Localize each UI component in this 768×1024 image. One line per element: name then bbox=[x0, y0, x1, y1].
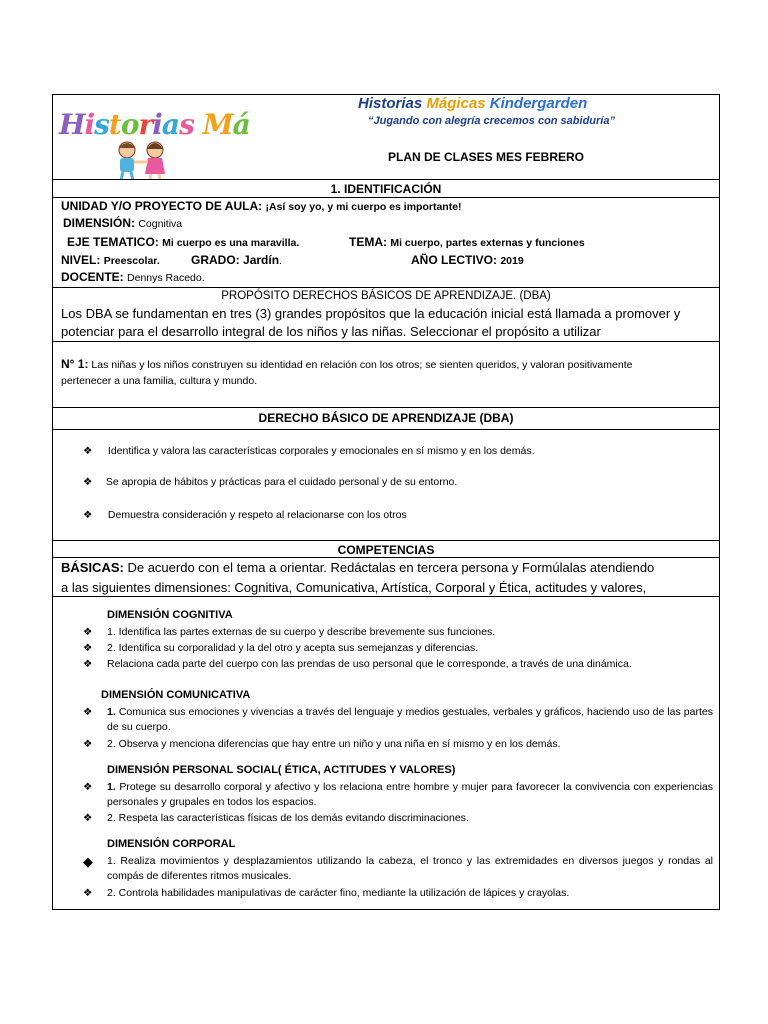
grado-dot: . bbox=[279, 255, 282, 267]
divider bbox=[53, 197, 719, 198]
comunicativa-item-body: Comunica sus emociones y vivencias a través del lenguaje y medios gestuales, verbales y gráficos, haciendo uso de las partes de su cuerpo. bbox=[107, 706, 713, 733]
basicas-text-1: De acuerdo con el tema a orientar. Redáctalas en tercera persona y Formúlalas atendiendo bbox=[127, 560, 655, 575]
comunicativa-item-text bbox=[107, 705, 713, 735]
eje-value: Mi cuerpo es una maravilla. bbox=[162, 237, 300, 249]
identificacion-heading: 1. IDENTIFICACIÓN bbox=[330, 182, 442, 196]
diamond-bullet-icon: ❖ bbox=[83, 509, 93, 521]
cognitiva-item-text: 1. Identifica las partes externas de su cuerpo y describe brevemente sus funciones. bbox=[107, 626, 496, 638]
header-section bbox=[53, 95, 719, 181]
unidad-label: UNIDAD Y/O PROYECTO DE AULA: bbox=[61, 199, 263, 213]
eje-line bbox=[67, 235, 299, 249]
diamond-bullet-icon: ❖ bbox=[83, 706, 93, 718]
proposito-number-line-1 bbox=[61, 356, 632, 374]
diamond-bullet-icon: ❖ bbox=[83, 642, 93, 654]
lesson-plan-document bbox=[52, 94, 720, 910]
plan-title: PLAN DE CLASES MES FEBRERO bbox=[388, 150, 585, 164]
proposito-number-line-2: pertenecer a una familia, cultura y mundo. bbox=[61, 375, 258, 387]
grado-value: Jardín bbox=[243, 253, 280, 267]
dimension-value: Cognitiva bbox=[138, 218, 183, 230]
dba-item bbox=[83, 476, 457, 488]
basicas-label: BÁSICAS: bbox=[61, 560, 124, 575]
basicas-line-2: a las siguientes dimensiones: Cognitiva, Comunicativa, Artística, Corporal y Ética, actitudes y valores, bbox=[61, 580, 647, 595]
ano-line bbox=[411, 253, 524, 267]
school-name-part-3: Kindergarden bbox=[489, 95, 588, 112]
nivel-value: Preescolar. bbox=[103, 255, 160, 267]
school-motto: “Jugando con alegría crecemos con sabiduría” bbox=[368, 115, 615, 127]
proposito-number-text-1: Las niñas y los niños construyen su identidad en relación con los otros; se sienten queridos, y valoran positivamente bbox=[91, 359, 633, 371]
eje-label: EJE TEMATICO: bbox=[67, 235, 159, 249]
school-logo bbox=[57, 100, 250, 180]
dba-item bbox=[83, 445, 535, 457]
social-item-text: 2. Respeta las características físicas de los demás evitando discriminaciones. bbox=[107, 812, 469, 824]
diamond-bullet-icon: ❖ bbox=[83, 887, 93, 899]
logo-letter: a bbox=[161, 108, 180, 141]
tema-value: Mi cuerpo, partes externas y funciones bbox=[390, 237, 585, 249]
divider bbox=[53, 179, 719, 180]
ano-value: 2019 bbox=[500, 255, 524, 267]
comunicativa-item-number: 1. bbox=[107, 706, 116, 718]
cognitiva-item-text: 2. Identifica su corporalidad y la del otro y acepta sus semejanzas y diferencias. bbox=[107, 642, 479, 654]
divider bbox=[53, 596, 719, 597]
logo-letter: M bbox=[202, 108, 233, 141]
tema-line bbox=[349, 235, 585, 249]
divider bbox=[53, 557, 719, 558]
corporal-item-text: 2. Controla habilidades manipulativas de carácter fino, mediante la utilización de lápices y crayolas. bbox=[107, 887, 570, 899]
logo-letter: i bbox=[84, 108, 95, 141]
divider bbox=[53, 407, 719, 408]
comunicativa-item-text: 2. Observa y menciona diferencias que hay entre un niño y una niña en sí mismo y en los demás. bbox=[107, 738, 561, 750]
dimension-line bbox=[63, 216, 182, 230]
proposito-line-2: potenciar para el desarrollo integral de los niños y las niñas. Seleccionar el propósito a utilizar bbox=[61, 324, 601, 339]
nivel-label: NIVEL: bbox=[61, 253, 101, 267]
diamond-bullet-icon: ❖ bbox=[83, 445, 93, 457]
tema-label: TEMA: bbox=[349, 235, 387, 249]
logo-letter: á bbox=[232, 108, 250, 141]
dba-item bbox=[83, 509, 407, 521]
divider bbox=[53, 429, 719, 430]
social-item-text bbox=[107, 780, 713, 810]
divider bbox=[53, 341, 719, 342]
dimension-label: DIMENSIÓN: bbox=[63, 216, 135, 230]
logo-letter: r bbox=[138, 108, 153, 141]
logo-letter: s bbox=[94, 108, 109, 141]
logo-letter: s bbox=[179, 108, 194, 141]
diamond-bullet-icon: ❖ bbox=[83, 781, 93, 793]
logo-text bbox=[59, 108, 250, 141]
dimension-cognitiva-title: DIMENSIÓN COGNITIVA bbox=[107, 609, 233, 621]
logo-letter: i bbox=[152, 108, 162, 141]
unidad-line bbox=[61, 199, 462, 213]
diamond-bullet-icon: ◆ bbox=[83, 854, 93, 869]
logo-letter: H bbox=[59, 108, 85, 141]
dimension-corporal-title: DIMENSIÓN CORPORAL bbox=[107, 838, 236, 850]
social-item-number: 1. bbox=[107, 781, 116, 793]
logo-letter bbox=[194, 108, 203, 141]
children-illustration-icon bbox=[107, 140, 177, 180]
docente-label: DOCENTE: bbox=[61, 270, 124, 284]
docente-line bbox=[61, 270, 205, 284]
grado-label: GRADO: bbox=[191, 253, 240, 267]
school-name-part-1: Historias bbox=[358, 95, 423, 112]
ano-label: AÑO LECTIVO: bbox=[411, 253, 497, 267]
competencias-heading: COMPETENCIAS bbox=[337, 543, 435, 557]
logo-letter: t bbox=[108, 108, 121, 141]
divider bbox=[53, 540, 719, 541]
social-item-body: Protege su desarrollo corporal y afectivo y los relaciona entre hombre y mujer para favorecer la convivencia con experiencias personales y grupales en todos los espacios. bbox=[107, 781, 713, 808]
nivel-line bbox=[61, 253, 160, 267]
divider bbox=[53, 287, 719, 288]
dimension-social-title: DIMENSIÓN PERSONAL SOCIAL( ÉTICA, ACTITUDES Y VALORES) bbox=[107, 764, 456, 776]
dba-item-text: Demuestra consideración y respeto al relacionarse con los otros bbox=[107, 509, 407, 521]
cognitiva-item-text: Relaciona cada parte del cuerpo con las prendas de uso personal que le corresponde, a través de una dinámica. bbox=[107, 658, 632, 670]
diamond-bullet-icon: ❖ bbox=[83, 812, 93, 824]
logo-letter: o bbox=[120, 108, 139, 141]
diamond-bullet-icon: ❖ bbox=[83, 476, 93, 488]
basicas-line-1 bbox=[61, 559, 654, 577]
school-name-part-2: Mágicas bbox=[426, 95, 486, 112]
dba-item-text: Identifica y valora las características corporales y emocionales en sí mismo y en los demás. bbox=[107, 445, 535, 457]
diamond-bullet-icon: ❖ bbox=[83, 658, 93, 670]
diamond-bullet-icon: ❖ bbox=[83, 738, 93, 750]
docente-value: Dennys Racedo. bbox=[127, 272, 205, 284]
proposito-number-label: N° 1: bbox=[61, 357, 89, 371]
proposito-line-1: Los DBA se fundamentan en tres (3) grandes propósitos que la educación inicial está llamada a promover y bbox=[61, 306, 681, 321]
diamond-bullet-icon: ❖ bbox=[83, 626, 93, 638]
school-name bbox=[358, 95, 587, 112]
proposito-heading: PROPÓSITO DERECHOS BÁSICOS DE APRENDIZAJE. (DBA) bbox=[221, 290, 551, 302]
grado-line bbox=[191, 253, 282, 267]
dimension-comunicativa-title: DIMENSIÓN COMUNICATIVA bbox=[101, 689, 251, 701]
dba-item-text: Se apropia de hábitos y prácticas para el cuidado personal y de su entorno. bbox=[105, 476, 458, 488]
unidad-value: ¡Así soy yo, y mi cuerpo es importante! bbox=[265, 201, 462, 213]
corporal-item-text: 1. Realiza movimientos y desplazamientos utilizando la cabeza, el tronco y las extremidades en diversos juegos y rondas al compás de diferentes ritmos musicales. bbox=[107, 855, 713, 882]
dba-heading: DERECHO BÁSICO DE APRENDIZAJE (DBA) bbox=[258, 411, 514, 425]
